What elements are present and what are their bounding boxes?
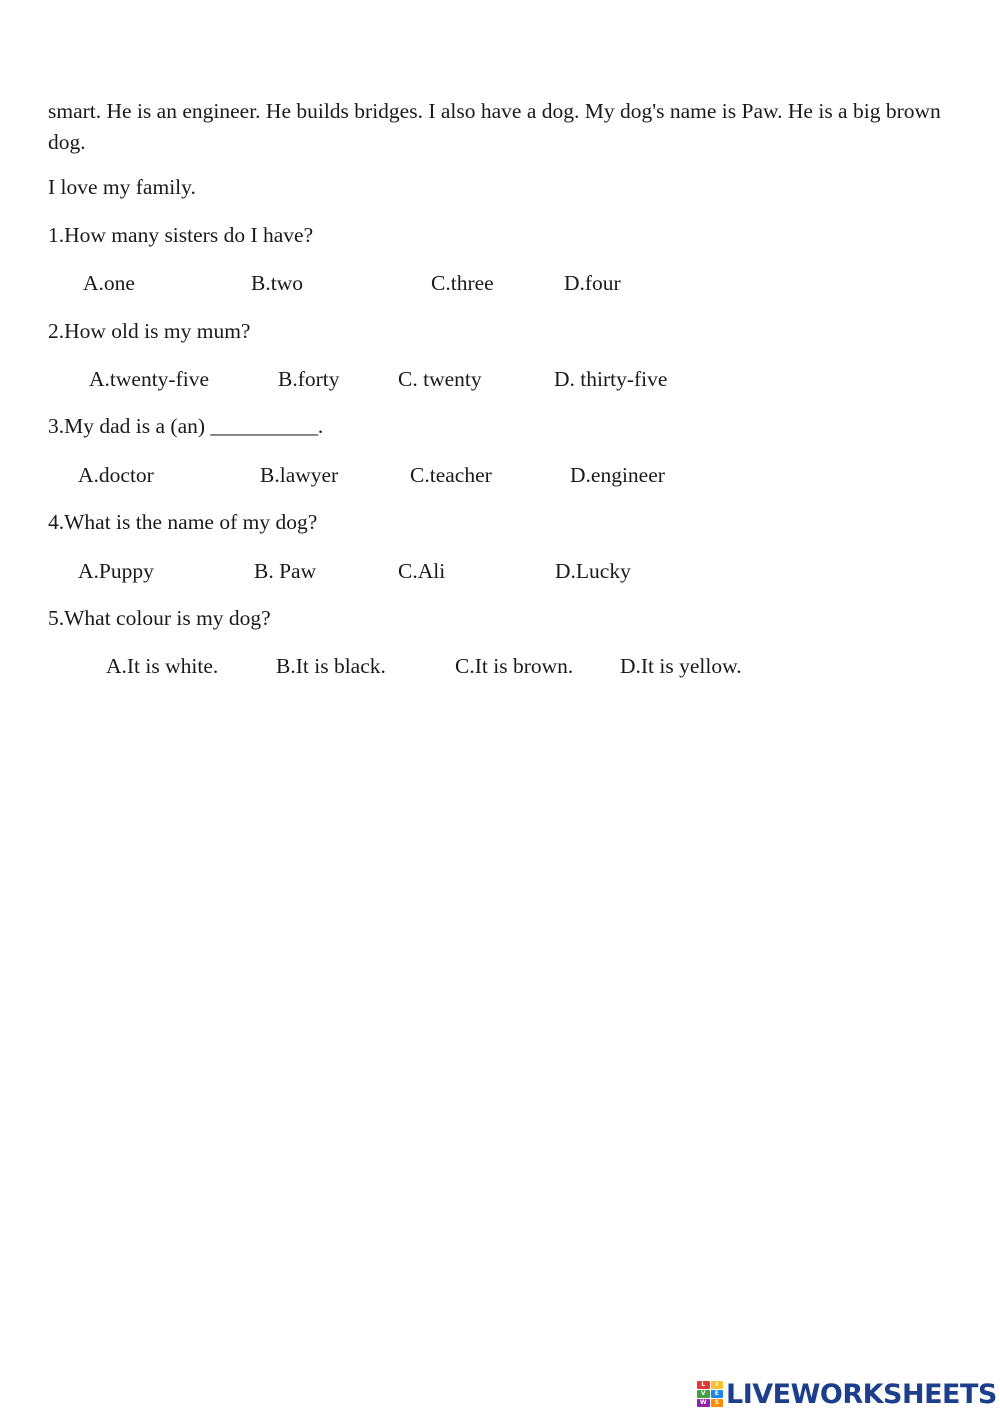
passage-closing: I love my family. (48, 175, 196, 199)
logo-tile: L (697, 1381, 710, 1389)
question-3-option-a[interactable]: A.doctor (78, 463, 154, 487)
question-5-option-d[interactable]: D.It is yellow. (620, 654, 742, 678)
passage-text: smart. He is an engineer. He builds bridges. I also have a dog. My dog's name is Paw. He is a big brown dog. (48, 99, 941, 154)
liveworksheets-logo-text: LIVEWORKSHEETS (726, 1378, 997, 1410)
question-4-option-b[interactable]: B. Paw (254, 559, 317, 583)
question-4-option-a[interactable]: A.Puppy (78, 559, 154, 583)
question-1-option-b[interactable]: B.two (251, 271, 303, 295)
question-2-option-d[interactable]: D. thirty-five (554, 367, 668, 391)
question-2-option-c[interactable]: C. twenty (398, 367, 482, 391)
question-5-prompt: 5.What colour is my dog? (48, 606, 271, 630)
question-4-prompt: 4.What is the name of my dog? (48, 510, 318, 534)
question-5-option-a[interactable]: A.It is white. (106, 654, 219, 678)
question-4-option-c[interactable]: C.Ali (398, 559, 446, 583)
question-2-option-a[interactable]: A.twenty-five (89, 367, 210, 391)
logo-tile: S (711, 1399, 724, 1407)
question-4-option-d[interactable]: D.Lucky (555, 559, 631, 583)
logo-tile: E (711, 1390, 724, 1398)
liveworksheets-logo-icon (697, 1381, 723, 1407)
liveworksheets-logo (697, 1378, 997, 1410)
question-2-prompt: 2.How old is my mum? (48, 319, 251, 343)
question-3-option-d[interactable]: D.engineer (570, 463, 665, 487)
question-5-option-c[interactable]: C.It is brown. (455, 654, 574, 678)
question-3-option-c[interactable]: C.teacher (410, 463, 492, 487)
logo-tile: I (711, 1381, 724, 1389)
question-1-option-d[interactable]: D.four (564, 271, 621, 295)
question-1-option-c[interactable]: C.three (431, 271, 494, 295)
question-5-option-b[interactable]: B.It is black. (276, 654, 386, 678)
question-3-option-b[interactable]: B.lawyer (260, 463, 339, 487)
logo-tile: W (697, 1399, 710, 1407)
question-1-prompt: 1.How many sisters do I have? (48, 223, 314, 247)
question-3-prompt: 3.My dad is a (an) __________. (48, 414, 324, 438)
logo-tile: V (697, 1390, 710, 1398)
question-2-option-b[interactable]: B.forty (278, 367, 340, 391)
question-1-option-a[interactable]: A.one (83, 271, 135, 295)
